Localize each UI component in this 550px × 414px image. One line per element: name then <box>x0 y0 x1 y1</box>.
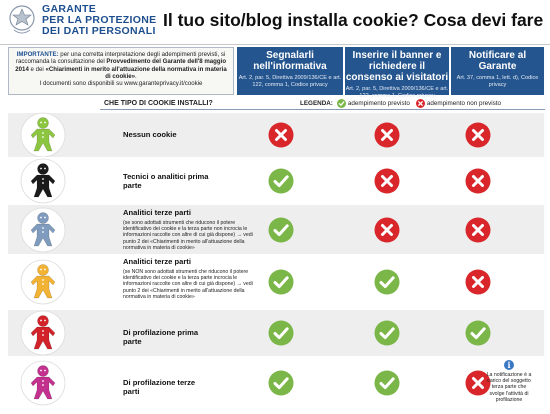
gingerbread-cookie-icon <box>20 112 66 158</box>
column-reference: Art. 2, par. 5, Direttiva 2009/136/CE e art. 122, comma 1, Codice privacy <box>345 86 449 99</box>
table-row <box>8 157 544 205</box>
row-title: Tecnici o analitici prima parte <box>123 172 209 190</box>
check-icon <box>268 217 294 243</box>
gingerbread-cookie-icon <box>20 259 66 305</box>
row-label <box>123 328 213 346</box>
cross-icon <box>374 168 400 194</box>
cross-icon <box>465 269 491 295</box>
cross-icon <box>465 217 491 243</box>
cross-icon <box>374 122 400 148</box>
notice-text: per una corretta interpretazione degli adempimenti previsti, si raccomanda la consultazione del <box>15 51 226 66</box>
column-title: Notificare al Garante <box>468 50 527 72</box>
footnote-text: La notificazione è a carico del soggetto terza parte che svolge l'attività di profilazione <box>486 372 532 403</box>
info-icon: i <box>504 360 514 370</box>
cross-icon <box>465 122 491 148</box>
table-row <box>8 356 544 410</box>
notice-text: e dei <box>28 65 46 73</box>
row-title: Di profilazione prima parte <box>123 328 199 346</box>
divider <box>100 109 545 110</box>
divider <box>0 44 550 45</box>
table-row <box>8 310 544 356</box>
notice-text: . <box>135 72 137 80</box>
row-label <box>123 130 213 139</box>
column-title: Segnalarli nell'informativa <box>253 50 327 72</box>
cross-icon <box>374 217 400 243</box>
check-icon <box>374 269 400 295</box>
row-title: Analitici terze parti <box>123 257 191 266</box>
legend-label: adempimento previsto <box>347 100 410 107</box>
gingerbread-cookie-icon <box>20 158 66 204</box>
check-icon <box>374 370 400 396</box>
logo-line: GARANTE <box>42 3 97 15</box>
legend-item-no <box>416 99 501 108</box>
table-row <box>8 113 544 157</box>
cross-icon <box>416 99 425 108</box>
legend-title: LEGENDA: <box>300 100 333 107</box>
column-header-banner <box>345 47 449 99</box>
logo-text <box>42 4 156 37</box>
row-label <box>123 257 263 300</box>
check-icon <box>465 320 491 346</box>
garante-logo <box>8 4 158 44</box>
emblem-icon <box>8 4 36 38</box>
row-title: Di profilazione terze parti <box>123 378 196 396</box>
cross-icon <box>465 168 491 194</box>
notice-important: IMPORTANTE: <box>16 51 59 58</box>
column-header-informativa <box>237 47 343 95</box>
column-reference: Art. 37, comma 1, lett. d), Codice privacy <box>456 75 539 88</box>
notice-link-line[interactable]: I documenti sono disponibili su www.garanteprivacy.it/cookie <box>39 80 203 88</box>
column-title: Inserire il banner e richiedere il consenso ai visitatori <box>345 50 449 83</box>
cross-icon <box>268 122 294 148</box>
logo-line: PER LA PROTEZIONE <box>42 14 157 26</box>
check-icon <box>268 269 294 295</box>
row-label <box>123 172 213 190</box>
page-title: Il tuo sito/blog installa cookie? Cosa devi fare <box>163 10 544 30</box>
legend-item-yes <box>337 99 410 108</box>
notice-box <box>8 47 234 95</box>
gingerbread-cookie-icon <box>20 310 66 356</box>
logo-line: DEI DATI PERSONALI <box>42 25 156 37</box>
legend <box>300 99 507 108</box>
question-label: CHE TIPO DI COOKIE INSTALLI? <box>104 100 213 107</box>
notice-bold[interactable]: «Chiarimenti in merito all'attuazione della normativa in materia di cookie» <box>45 65 227 80</box>
gingerbread-cookie-icon <box>20 207 66 253</box>
check-icon <box>374 320 400 346</box>
column-reference: Art. 2, par. 5, Direttiva 2009/136/CE e art. 122, comma 1, Codice privacy <box>238 75 342 88</box>
column-header-notifica <box>451 47 544 95</box>
row-title: Nessun cookie <box>123 130 177 139</box>
check-icon <box>268 370 294 396</box>
legend-label: adempimento non previsto <box>426 100 502 107</box>
row-subtitle: (se sono adottati strumenti che riducono il potere identificativo dei cookie e la terza parte non incrocia le informazioni raccolte con altre di cui già dispone) → vedi punto 2 dei «Chiarimenti in merito all'attuazione della normativa in materia di cookie» <box>123 220 253 251</box>
gingerbread-cookie-icon <box>20 360 66 406</box>
check-icon <box>337 99 346 108</box>
row-subtitle: (se NON sono adottati strumenti che riducono il potere identificativo dei cookie e la terza parte incrocia le informazioni raccolte con altre di cui già dispone) → vedi punto 2 dei «Chiarimenti in merito all'attuazione della normativa in materia di cookie» <box>123 269 253 300</box>
notice-bold[interactable]: Provvedimento del Garante dell'8 maggio 2014 <box>15 58 227 73</box>
row-label <box>123 378 213 396</box>
check-icon <box>268 168 294 194</box>
table-row <box>8 205 544 254</box>
check-icon <box>268 320 294 346</box>
row-label <box>123 208 263 251</box>
table-row <box>8 254 544 310</box>
row-title: Analitici terze parti <box>123 208 191 217</box>
